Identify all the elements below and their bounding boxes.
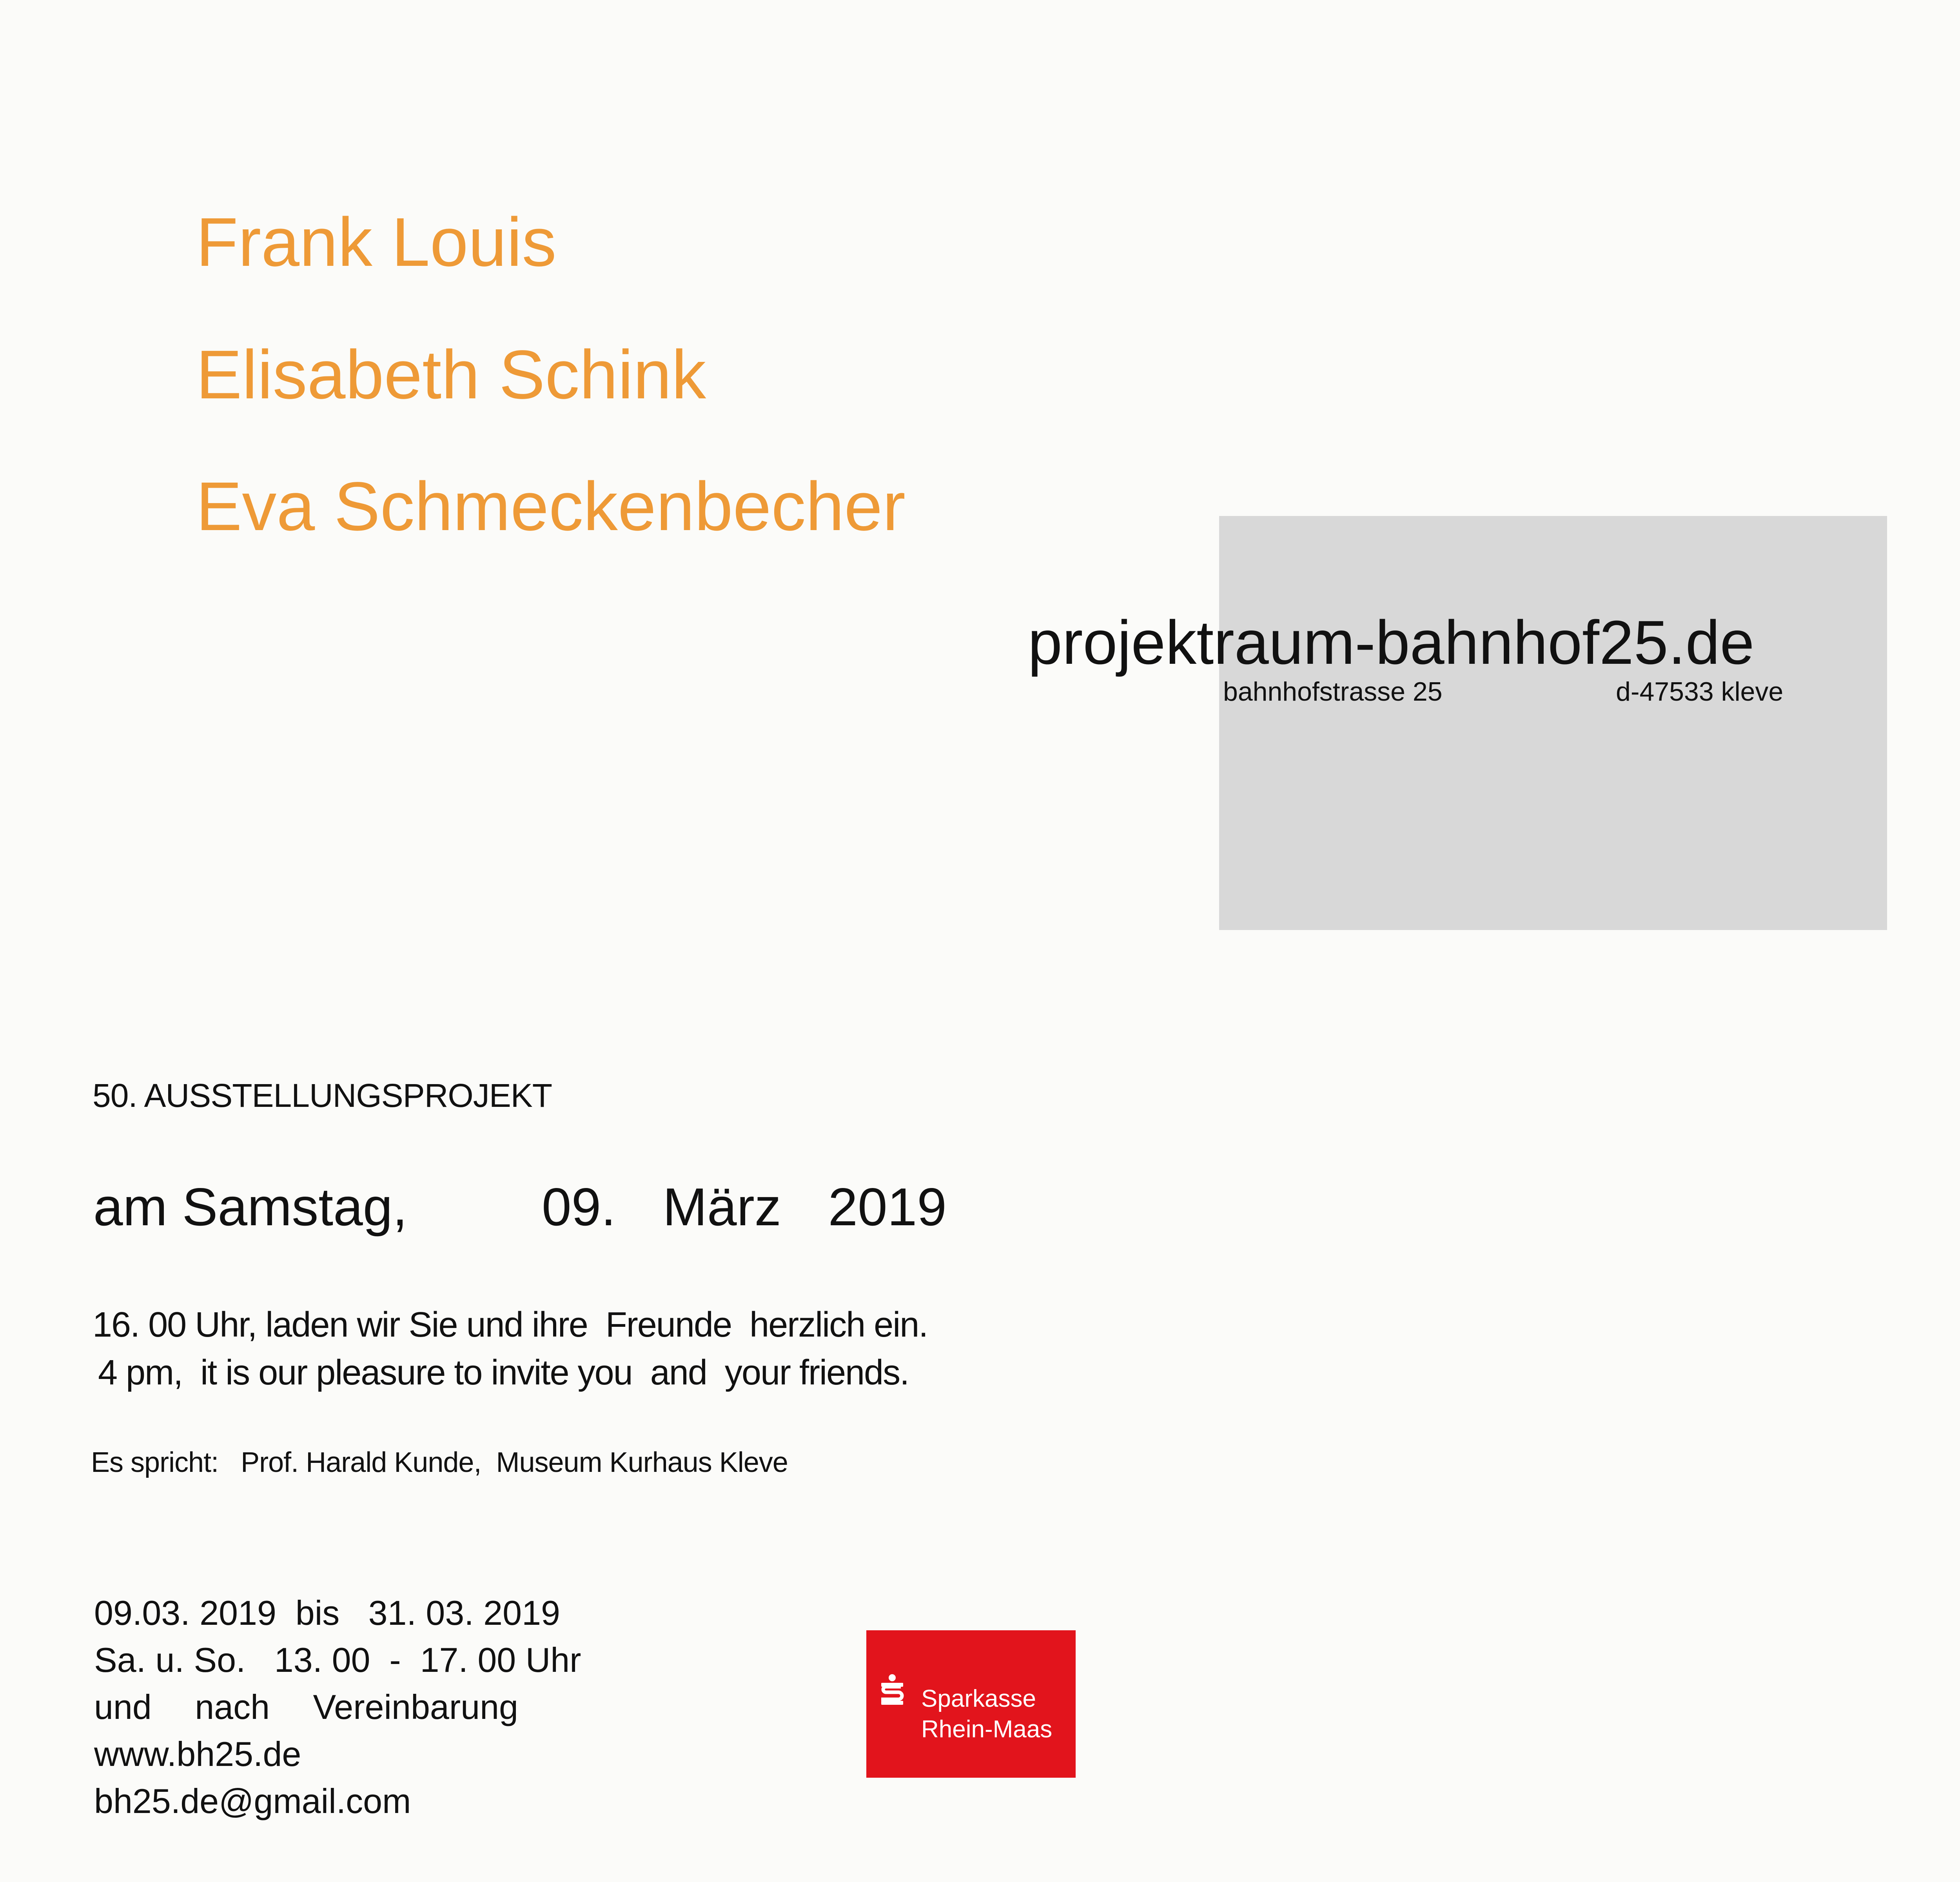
sparkasse-s-icon xyxy=(878,1674,906,1706)
venue-city: d-47533 kleve xyxy=(1616,677,1784,707)
appointment-word: und xyxy=(94,1688,152,1726)
website-link[interactable]: www.bh25.de xyxy=(94,1735,301,1773)
exhibition-dates: 09.03. 2019 bis 31. 03. 2019 xyxy=(94,1593,560,1632)
invitation-english: 4 pm, it is our pleasure to invite you and your friends. xyxy=(98,1353,909,1392)
venue-street: bahnhofstrasse 25 xyxy=(1223,677,1443,707)
artist-name-elisabeth-schink: Elisabeth Schink xyxy=(196,336,706,413)
event-day: am Samstag, xyxy=(93,1177,408,1237)
sponsor-name-line2: Rhein-Maas xyxy=(921,1716,1053,1743)
opening-hours: Sa. u. So. 13. 00 - 17. 00 Uhr xyxy=(94,1640,581,1679)
sponsor-logo xyxy=(866,1630,1076,1778)
project-label: 50. AUSSTELLUNGSPROJEKT xyxy=(93,1077,552,1114)
email-link[interactable]: bh25.de@gmail.com xyxy=(94,1782,411,1820)
appointment-word: Vereinbarung xyxy=(313,1688,518,1726)
speaker-line: Es spricht: Prof. Harald Kunde, Museum Kurhaus Kleve xyxy=(91,1447,788,1478)
invitation-german: 16. 00 Uhr, laden wir Sie und ihre Freunde herzlich ein. xyxy=(93,1305,928,1344)
event-date: 09. März 2019 xyxy=(542,1177,947,1237)
artist-name-eva-schmeckenbecher: Eva Schmeckenbecher xyxy=(196,468,906,545)
appointment-word: nach xyxy=(195,1688,270,1726)
venue-name: projektraum-bahnhof25.de xyxy=(1028,608,1755,677)
appointment-line xyxy=(94,1690,518,1724)
grey-card-panel xyxy=(1219,516,1887,930)
artist-name-frank-louis: Frank Louis xyxy=(196,204,557,281)
sponsor-name-line1: Sparkasse xyxy=(921,1685,1036,1712)
